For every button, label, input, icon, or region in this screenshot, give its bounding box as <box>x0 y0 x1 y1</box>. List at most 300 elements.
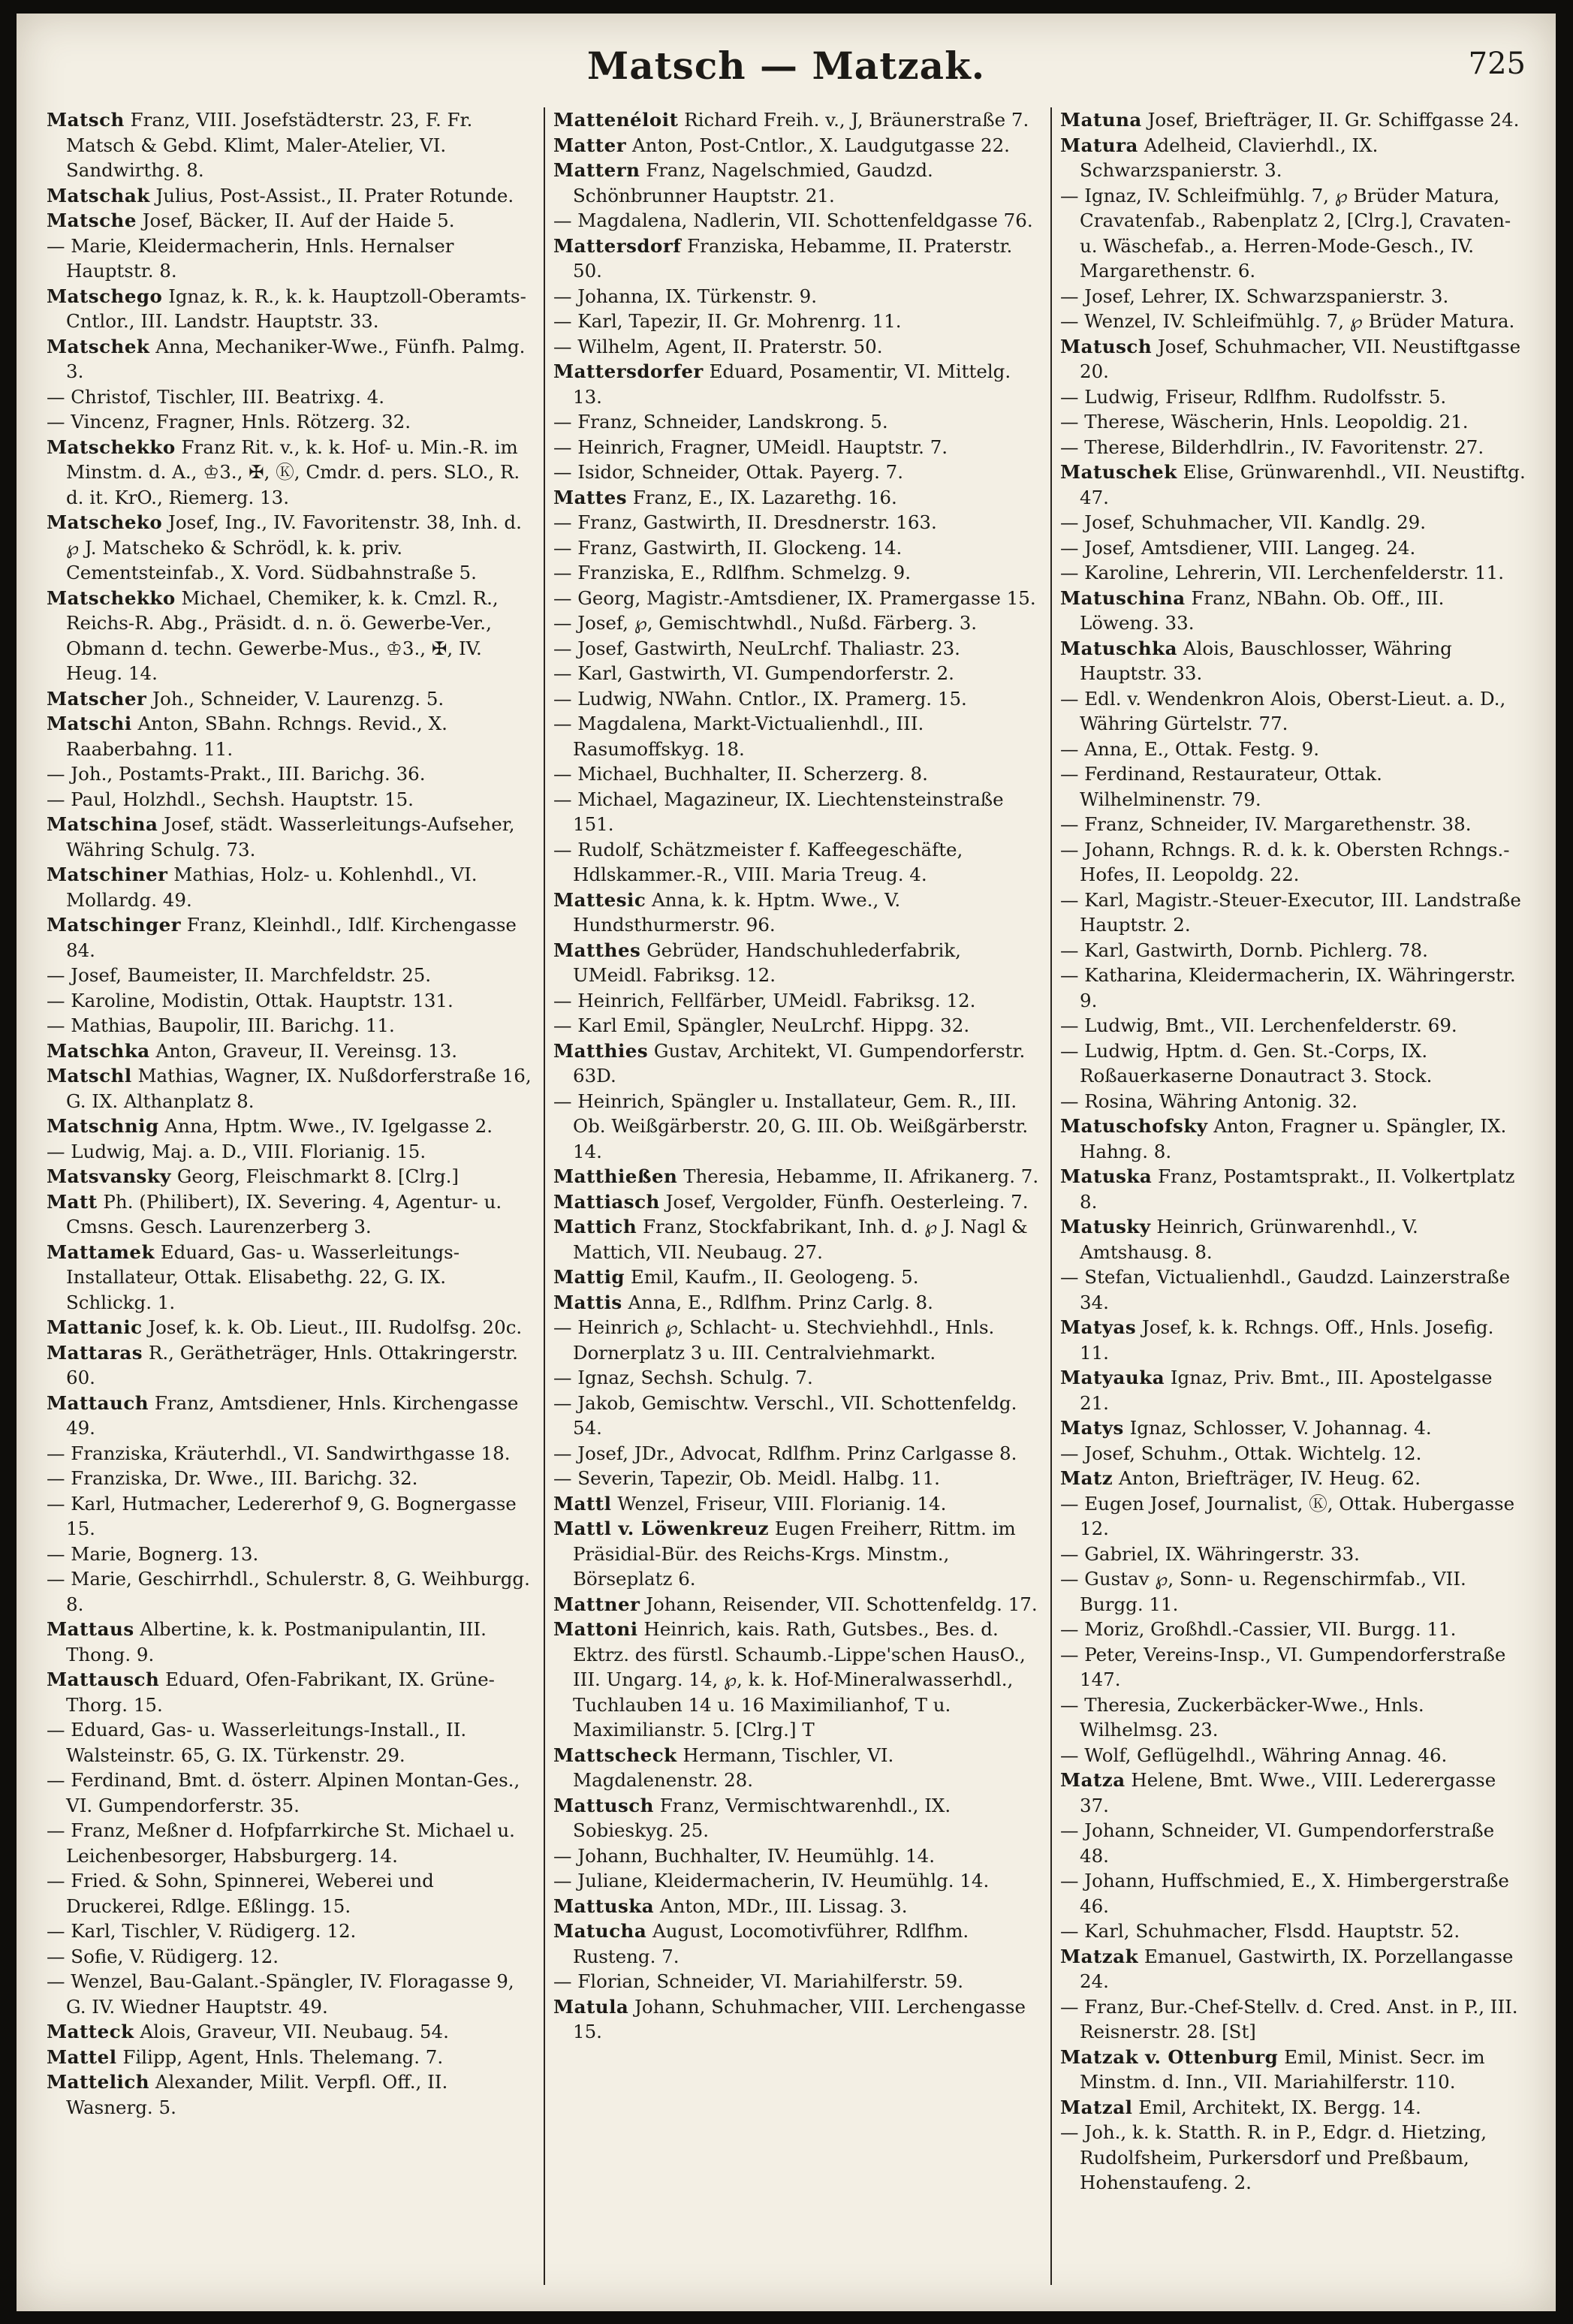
entry-text: — Florian, Schneider, VI. Mariahilferstr. 59. <box>553 1970 964 1992</box>
entry-text: Josef, Schuhmacher, VII. Neustiftgasse 20. <box>1080 335 1521 382</box>
directory-entry <box>47 1491 535 1542</box>
entry-text: — Franz, Gastwirth, II. Glockeng. 14. <box>553 536 903 559</box>
entry-text: — Ludwig, Maj. a. D., VIII. Florianig. 15. <box>47 1140 426 1162</box>
directory-entry <box>47 787 535 812</box>
directory-entry <box>553 1617 1041 1743</box>
entry-surname: Matuska <box>1060 1165 1153 1187</box>
entry-text: — Heinrich ℘, Schlacht- u. Stechviehhdl., Hnls. Dornerplatz 3 u. III. Centralviehmarkt. <box>553 1316 995 1364</box>
directory-entry <box>553 1592 1041 1617</box>
entry-text: Richard Freih. v., J, Bräunerstraße 7. <box>678 109 1029 131</box>
directory-entry <box>1060 560 1526 586</box>
entry-surname: Mattanic <box>47 1316 143 1338</box>
entry-surname: Mattern <box>553 159 640 181</box>
directory-entry <box>47 510 535 586</box>
entry-surname: Mattaras <box>47 1341 143 1364</box>
entry-text: — Mathias, Baupolir, III. Barichg. 11. <box>47 1014 395 1036</box>
entry-text: Wenzel, Friseur, VIII. Florianig. 14. <box>611 1492 947 1515</box>
entry-surname: Mattamek <box>47 1240 155 1263</box>
entry-text: Anna, k. k. Hptm. Wwe., V. Hundsthurmerstr. 96. <box>573 888 901 936</box>
entry-surname: Mattes <box>553 486 628 508</box>
directory-entry <box>553 761 1041 787</box>
entry-surname: Mattl <box>553 1492 612 1515</box>
directory-entry <box>1060 535 1526 561</box>
directory-entry <box>1060 1315 1526 1365</box>
directory-entry <box>1060 309 1526 334</box>
directory-entry <box>47 2045 535 2070</box>
entry-text: — Franz, Gastwirth, II. Dresdnerstr. 163. <box>553 511 937 533</box>
directory-entry <box>1060 460 1526 510</box>
entry-text: — Eduard, Gas- u. Wasserleitungs-Install., II. Walsteinstr. 65, G. IX. Türkenstr. 29. <box>47 1719 467 1766</box>
entry-text: Anton, MDr., III. Lissag. 3. <box>654 1894 908 1917</box>
directory-entry <box>47 1868 535 1919</box>
entry-surname: Matschi <box>47 713 132 734</box>
entry-text: Adelheid, Clavierhdl., IX. Schwarzspanierstr. 3. <box>1080 134 1379 181</box>
entry-surname: Matschekko <box>47 586 176 609</box>
directory-entry <box>1060 1264 1526 1315</box>
directory-entry <box>1060 1089 1526 1114</box>
entry-surname: Mattoni <box>553 1618 638 1640</box>
directory-entry <box>1060 888 1526 938</box>
entry-text: Alois, Bauschlosser, Währing Hauptstr. 33. <box>1080 637 1452 684</box>
entry-text: — Johann, Huffschmied, E., X. Himbergerstraße 46. <box>1060 1870 1509 1917</box>
directory-entry <box>553 435 1041 460</box>
directory-entry <box>553 586 1041 611</box>
entry-text: Emil, Architekt, IX. Bergg. 14. <box>1132 2096 1421 2118</box>
entry-text: — Michael, Magazineur, IX. Liechtensteinstraße 151. <box>553 788 1004 835</box>
entry-text: — Magdalena, Markt-Victualienhdl., III. Rasumoffskyg. 18. <box>553 713 924 760</box>
entry-text: Joh., Schneider, V. Laurenzg. 5. <box>146 687 444 710</box>
entry-surname: Matucha <box>553 1920 647 1942</box>
directory-entry <box>553 636 1041 662</box>
column-divider <box>1050 107 1052 2285</box>
directory-entry <box>553 560 1041 586</box>
entry-text: Franziska, Hebamme, II. Praterstr. 50. <box>573 234 1013 282</box>
directory-entry <box>553 409 1041 435</box>
entry-text: Mathias, Holz- u. Kohlenhdl., VI. Mollardg. 49. <box>66 864 478 911</box>
directory-entry <box>1060 334 1526 384</box>
entry-surname: Matsche <box>47 209 137 231</box>
entry-text: Theresia, Hebamme, II. Afrikanerg. 7. <box>677 1165 1039 1187</box>
directory-entry <box>47 284 535 334</box>
directory-entry <box>553 988 1041 1014</box>
directory-entry <box>47 1240 535 1316</box>
entry-text: — Marie, Kleidermacherin, Hnls. Hernalser Hauptstr. 8. <box>47 234 454 282</box>
entry-text: — Severin, Tapezir, Ob. Meidl. Halbg. 11. <box>553 1467 940 1489</box>
entry-text: — Ludwig, Bmt., VII. Lerchenfelderstr. 69. <box>1060 1014 1457 1036</box>
directory-entry <box>1060 1542 1526 1567</box>
entry-surname: Matzal <box>1060 2096 1133 2118</box>
directory-entry <box>553 234 1041 284</box>
directory-entry <box>47 208 535 234</box>
entry-text: Georg, Fleischmarkt 8. [Clrg.] <box>171 1165 459 1187</box>
entry-text: Heinrich, Grünwarenhdl., V. Amtshausg. 8. <box>1080 1216 1418 1263</box>
directory-entry <box>47 1617 535 1667</box>
directory-entry <box>1060 586 1526 636</box>
directory-entry <box>47 1466 535 1491</box>
entry-surname: Matschl <box>47 1065 132 1087</box>
entry-surname: Mattusch <box>553 1794 654 1816</box>
entry-text: — Juliane, Kleidermacherin, IV. Heumühlg. 14. <box>553 1870 990 1891</box>
directory-entry <box>553 1315 1041 1365</box>
entry-text: — Franziska, E., Rdlfhm. Schmelzg. 9. <box>553 562 911 583</box>
entry-text: — Michael, Buchhalter, II. Scherzerg. 8. <box>553 763 928 785</box>
directory-entry <box>47 686 535 712</box>
directory-entry <box>1060 1114 1526 1164</box>
directory-entry <box>1060 2095 1526 2121</box>
entry-surname: Matter <box>553 134 627 156</box>
directory-entry <box>47 1566 535 1617</box>
page-header <box>17 44 1556 104</box>
entry-surname: Mattig <box>553 1266 625 1288</box>
entry-text: Albertine, k. k. Postmanipulantin, III. Thong. 9. <box>66 1618 487 1665</box>
entry-text: — Wenzel, IV. Schleifmühlg. 7, ℘ Brüder Matura. <box>1060 310 1515 332</box>
entry-surname: Matt <box>47 1190 98 1213</box>
directory-entry <box>553 1516 1041 1592</box>
entry-surname: Matthießen <box>553 1165 678 1187</box>
entry-text: — Karoline, Lehrerin, VII. Lerchenfelderstr. 11. <box>1060 562 1505 583</box>
entry-text: Emanuel, Gastwirth, IX. Porzellangasse 24. <box>1080 1945 1514 1992</box>
entry-text: Franz, Nagelschmied, Gaudzd. Schönbrunner Hauptstr. 21. <box>573 159 933 206</box>
directory-entry <box>553 1466 1041 1491</box>
entry-text: — Josef, Baumeister, II. Marchfeldstr. 25. <box>47 964 432 986</box>
directory-entry <box>553 711 1041 761</box>
entry-text: Anton, Fragner u. Spängler, IX. Hahng. 8. <box>1080 1115 1507 1162</box>
directory-entry <box>47 409 535 435</box>
entry-text: Josef, Vergolder, Fünfh. Oesterleing. 7. <box>659 1190 1029 1213</box>
entry-text: Anton, Graveur, II. Vereinsg. 13. <box>149 1039 457 1062</box>
entry-text: Eduard, Gas- u. Wasserleitungs-Installateur, Ottak. Elisabethg. 22, G. IX. Schlickg. 1. <box>66 1240 460 1313</box>
entry-text: — Karl Emil, Spängler, NeuLrchf. Hippg. 32. <box>553 1014 970 1036</box>
entry-text: — Wolf, Geflügelhdl., Währing Annag. 46. <box>1060 1744 1448 1766</box>
directory-entry <box>47 963 535 988</box>
entry-text: — Paul, Holzhdl., Sechsh. Hauptstr. 15. <box>47 788 414 810</box>
entry-surname: Mattel <box>47 2045 117 2068</box>
entry-text: — Joh., k. k. Statth. R. in P., Edgr. d. Hietzing, Rudolfsheim, Purkersdorf und Preßbaum, Hohenstaufeng. 2. <box>1060 2121 1487 2193</box>
entry-surname: Mattis <box>553 1291 622 1313</box>
column-left <box>47 107 535 2285</box>
entry-text: Elise, Grünwarenhdl., VII. Neustiftg. 47. <box>1080 461 1526 508</box>
directory-entry <box>553 1491 1041 1517</box>
entry-text: — Isidor, Schneider, Ottak. Payerg. 7. <box>553 461 904 483</box>
entry-text: — Ludwig, NWahn. Cntlor., IX. Pramerg. 15. <box>553 687 967 710</box>
entry-text: Anton, Post-Cntlor., X. Laudgutgasse 22. <box>626 134 1010 156</box>
entry-text: Emil, Kaufm., II. Geologeng. 5. <box>625 1266 919 1288</box>
directory-entry <box>47 2019 535 2045</box>
directory-entry <box>1060 737 1526 762</box>
entry-surname: Mattiasch <box>553 1190 660 1213</box>
directory-entry <box>1060 1214 1526 1264</box>
entry-text: Anna, Mechaniker-Wwe., Fünfh. Palmg. 3. <box>66 335 526 382</box>
entry-text: — Katharina, Kleidermacherin, IX. Währingerstr. 9. <box>1060 964 1516 1011</box>
directory-entry <box>1060 183 1526 284</box>
directory-entry <box>47 711 535 761</box>
entry-text: — Karl, Magistr.-Steuer-Executor, III. Landstraße Hauptstr. 2. <box>1060 888 1521 936</box>
entry-text: — Georg, Magistr.-Amtsdiener, IX. Pramergasse 15. <box>553 586 1036 609</box>
directory-entry <box>553 1743 1041 1793</box>
entry-surname: Matschina <box>47 813 158 835</box>
entry-surname: Matys <box>1060 1417 1124 1439</box>
entry-text: — Marie, Geschirrhdl., Schulerstr. 8, G. Weihburgg. 8. <box>47 1568 530 1615</box>
entry-text: — Joh., Postamts-Prakt., III. Barichg. 36. <box>47 763 426 785</box>
entry-text: Franz Rit. v., k. k. Hof- u. Min.-R. im Minstm. d. A., ♔3., ✠, Ⓚ, Cmdr. d. pers. SLO., R. d. it. KrO., Riemerg. 13. <box>66 436 520 508</box>
directory-entry <box>553 107 1041 133</box>
directory-entry <box>553 158 1041 208</box>
directory-entry <box>553 1365 1041 1391</box>
entry-text: — Magdalena, Nadlerin, VII. Schottenfeldgasse 76. <box>553 209 1033 231</box>
directory-entry <box>553 610 1041 636</box>
directory-entry <box>1060 1642 1526 1693</box>
entry-surname: Matuschina <box>1060 586 1186 609</box>
entry-text: — Karl, Hutmacher, Ledererhof 9, G. Bognergasse 15. <box>47 1492 517 1539</box>
entry-text: Ignaz, Schlosser, V. Johannag. 4. <box>1123 1417 1432 1439</box>
entry-surname: Matschak <box>47 184 150 206</box>
entry-surname: Matza <box>1060 1769 1126 1791</box>
directory-entry <box>553 535 1041 561</box>
entry-text: — Anna, E., Ottak. Festg. 9. <box>1060 737 1319 760</box>
entry-surname: Mattaus <box>47 1618 134 1640</box>
entry-text: — Therese, Bilderhdlrin., IV. Favoritenstr. 27. <box>1060 436 1484 458</box>
directory-entry <box>47 183 535 209</box>
directory-entry <box>553 1189 1041 1215</box>
entry-text: Josef, Ing., IV. Favoritenstr. 38, Inh. d. ℘ J. Matscheko & Schrödl, k. k. priv. Cementsteinfab., X. Vord. Südbahnstraße 5. <box>66 511 522 583</box>
directory-entry <box>1060 1768 1526 1818</box>
entry-surname: Matsch <box>47 109 125 131</box>
directory-entry <box>553 837 1041 888</box>
entry-text: Franz, Postamtsprakt., II. Volkertplatz 8. <box>1080 1165 1515 1213</box>
directory-entry <box>47 1944 535 1970</box>
entry-text: Josef, k. k. Rchngs. Off., Hnls. Josefig. 11. <box>1080 1316 1494 1364</box>
directory-entry <box>553 1969 1041 1994</box>
directory-entry <box>553 510 1041 535</box>
entry-text: — Ludwig, Hptm. d. Gen. St.-Corps, IX. Roßauerkaserne Donautract 3. Stock. <box>1060 1039 1433 1087</box>
entry-text: — Rudolf, Schätzmeister f. Kaffeegeschäfte, Hdlskammer.-R., VIII. Maria Treug. 4. <box>553 838 963 885</box>
entry-surname: Matusky <box>1060 1216 1151 1237</box>
directory-entry <box>553 1038 1041 1089</box>
directory-entry <box>47 586 535 686</box>
entry-text: Johann, Schuhmacher, VIII. Lerchengasse 15. <box>573 1995 1026 2042</box>
entry-text: Mathias, Wagner, IX. Nußdorferstraße 16, G. IX. Althanplatz 8. <box>66 1065 532 1112</box>
entry-text: — Ferdinand, Bmt. d. österr. Alpinen Montan-Ges., VI. Gumpendorferstr. 35. <box>47 1769 520 1816</box>
entry-text: — Johanna, IX. Türkenstr. 9. <box>553 285 818 307</box>
entry-text: — Johann, Schneider, VI. Gumpendorferstraße 48. <box>1060 1819 1495 1867</box>
directory-entry <box>47 1038 535 1064</box>
entry-text: — Franz, Schneider, IV. Margarethenstr. 38. <box>1060 813 1472 835</box>
directory-entry <box>1060 1743 1526 1768</box>
entry-text: — Josef, Amtsdiener, VIII. Langeg. 24. <box>1060 536 1416 559</box>
entry-surname: Mattenéloit <box>553 109 679 131</box>
entry-text: Franz, Kleinhdl., Idlf. Kirchengasse 84. <box>66 914 517 961</box>
entry-text: Julius, Post-Assist., II. Prater Rotunde. <box>149 184 514 206</box>
entry-surname: Matschiner <box>47 864 168 885</box>
entry-text: Alois, Graveur, VII. Neubaug. 54. <box>134 2021 449 2042</box>
directory-entry <box>553 1391 1041 1441</box>
entry-surname: Matscher <box>47 687 147 710</box>
directory-entry <box>47 761 535 787</box>
entry-text: — Franz, Bur.-Chef-Stellv. d. Cred. Anst. in P., III. Reisnerstr. 28. [St] <box>1060 1995 1518 2042</box>
directory-entry <box>553 938 1041 988</box>
directory-entry <box>47 234 535 284</box>
directory-entry <box>553 1868 1041 1894</box>
entry-surname: Matschnig <box>47 1115 159 1137</box>
directory-entry <box>47 1340 535 1391</box>
entry-text: Ph. (Philibert), IX. Severing. 4, Agentur- u. Cmsns. Gesch. Laurenzerberg 3. <box>66 1190 502 1237</box>
directory-entry <box>1060 2120 1526 2196</box>
entry-text: — Heinrich, Fragner, UMeidl. Hauptstr. 7. <box>553 436 948 458</box>
entry-text: Hermann, Tischler, VI. Magdalenenstr. 28. <box>573 1744 894 1791</box>
entry-surname: Matuschofsky <box>1060 1115 1208 1137</box>
directory-entry <box>47 1818 535 1868</box>
entry-text: — Fried. & Sohn, Spinnerei, Weberei und Druckerei, Rdlge. Eßlingg. 15. <box>47 1870 434 1917</box>
entry-text: — Wilhelm, Agent, II. Praterstr. 50. <box>553 335 883 357</box>
entry-surname: Matusch <box>1060 335 1153 357</box>
entry-text: — Ignaz, IV. Schleifmühlg. 7, ℘ Brüder Matura, Cravatenfab., Rabenplatz 2, [Clrg.], Cravaten- u. Wäschefab., a. Herren-Mode-Gesch., IV. Margarethenstr. 6. <box>1060 184 1511 282</box>
entry-text: — Karoline, Modistin, Ottak. Hauptstr. 131. <box>47 989 454 1011</box>
entry-surname: Mattausch <box>47 1668 160 1690</box>
entry-text: — Heinrich, Spängler u. Installateur, Gem. R., III. Ob. Weißgärberstr. 20, G. III. Ob. Weißgärberstr. 14. <box>553 1090 1029 1162</box>
entry-text: Franz, VIII. Josefstädterstr. 23, F. Fr. Matsch & Gebd. Klimt, Maler-Atelier, VI. Sandwirthg. 8. <box>66 109 473 181</box>
directory-entry <box>1060 384 1526 410</box>
directory-entry <box>553 1214 1041 1264</box>
entry-text: Anna, E., Rdlfhm. Prinz Carlg. 8. <box>622 1291 933 1313</box>
directory-entry <box>47 912 535 963</box>
entry-surname: Mattersdorfer <box>553 360 704 382</box>
entry-text: Eduard, Posamentir, VI. Mittelg. 13. <box>573 360 1011 408</box>
directory-entry <box>1060 812 1526 837</box>
entry-text: — Gabriel, IX. Währingerstr. 33. <box>1060 1542 1360 1565</box>
directory-entry <box>47 1063 535 1114</box>
directory-entry <box>1060 510 1526 535</box>
entry-surname: Mattscheck <box>553 1744 677 1766</box>
entry-text: — Heinrich, Fellfärber, UMeidl. Fabriksg. 12. <box>553 989 976 1011</box>
entry-text: — Peter, Vereins-Insp., VI. Gumpendorferstraße 147. <box>1060 1643 1506 1690</box>
entry-text: Franz, E., IX. Lazarethg. 16. <box>627 486 897 508</box>
directory-entry <box>1060 1994 1526 2045</box>
entry-text: Franz, Amtsdiener, Hnls. Kirchengasse 49. <box>66 1391 519 1439</box>
directory-entry <box>1060 938 1526 963</box>
entry-text: — Theresia, Zuckerbäcker-Wwe., Hnls. Wilhelmsg. 23. <box>1060 1693 1424 1741</box>
directory-entry <box>553 1089 1041 1165</box>
directory-entry <box>1060 284 1526 309</box>
directory-entry <box>1060 686 1526 737</box>
entry-text: — Josef, JDr., Advocat, Rdlfhm. Prinz Carlgasse 8. <box>553 1442 1017 1464</box>
entry-text: — Rosina, Währing Antonig. 32. <box>1060 1090 1358 1112</box>
entry-text: — Josef, Schuhmacher, VII. Kandlg. 29. <box>1060 511 1427 533</box>
entry-text: — Karl, Gastwirth, VI. Gumpendorferstr. 2. <box>553 662 954 684</box>
directory-entry <box>47 988 535 1014</box>
directory-entry <box>1060 1441 1526 1466</box>
entry-text: — Josef, Schuhm., Ottak. Wichtelg. 12. <box>1060 1442 1422 1464</box>
entry-text: — Marie, Bognerg. 13. <box>47 1542 259 1565</box>
entry-surname: Mattauch <box>47 1391 149 1414</box>
entry-text: Michael, Chemiker, k. k. Cmzl. R., Reichs-R. Abg., Präsidt. d. n. ö. Gewerbe-Ver., Obmann d. techn. Gewerbe-Mus., ♔3., ✠, IV. Heug. 14. <box>66 586 499 684</box>
directory-entry <box>553 1843 1041 1869</box>
entry-surname: Mattelich <box>47 2071 150 2093</box>
directory-entry <box>47 435 535 511</box>
directory-entry <box>47 1919 535 1944</box>
directory-entry <box>553 334 1041 360</box>
entry-text: Franz, Stockfabrikant, Inh. d. ℘ J. Nagl & Mattich, VII. Neubaug. 27. <box>573 1216 1028 1263</box>
directory-entry <box>1060 1415 1526 1441</box>
entry-text: — Stefan, Victualienhdl., Gaudzd. Lainzerstraße 34. <box>1060 1266 1511 1313</box>
entry-text: — Christof, Tischler, III. Beatrixg. 4. <box>47 385 385 408</box>
directory-entry <box>553 284 1041 309</box>
entry-text: — Ludwig, Friseur, Rdlfhm. Rudolfsstr. 5. <box>1060 385 1447 408</box>
directory-entry <box>47 1189 535 1240</box>
entry-text: — Franziska, Kräuterhdl., VI. Sandwirthgasse 18. <box>47 1442 511 1464</box>
page-number: 725 <box>1468 47 1526 81</box>
entry-text: — Jakob, Gemischtw. Verschl., VII. Schottenfeldg. 54. <box>553 1391 1017 1439</box>
entry-text: Anna, Hptm. Wwe., IV. Igelgasse 2. <box>158 1115 493 1137</box>
entry-text: Ignaz, k. R., k. k. Hauptzoll-Oberamts-Cntlor., III. Landstr. Hauptstr. 33. <box>66 285 526 332</box>
directory-entry <box>47 384 535 410</box>
entry-text: — Josef, Gastwirth, NeuLrchf. Thaliastr. 23. <box>553 637 960 659</box>
directory-entry <box>1060 1491 1526 1542</box>
directory-entry <box>47 862 535 912</box>
entry-text: — Johann, Buchhalter, IV. Heumühlg. 14. <box>553 1844 935 1867</box>
directory-entry <box>1060 409 1526 435</box>
entry-text: Helene, Bmt. Wwe., VIII. Lederergasse 37. <box>1080 1769 1496 1816</box>
entry-text: — Edl. v. Wendenkron Alois, Oberst-Lieut. a. D., Währing Gürtelstr. 77. <box>1060 687 1506 734</box>
entry-surname: Matschka <box>47 1039 150 1062</box>
entry-text: — Gustav ℘, Sonn- u. Regenschirmfab., VII. Burgg. 11. <box>1060 1568 1466 1615</box>
directory-entry <box>553 1894 1041 1919</box>
entry-text: — Moriz, Großhdl.-Cassier, VII. Burgg. 11. <box>1060 1618 1457 1640</box>
directory-entry <box>553 1013 1041 1038</box>
entry-text: — Sofie, V. Rüdigerg. 12. <box>47 1945 279 1967</box>
directory-entry <box>1060 1868 1526 1919</box>
entry-surname: Matschekko <box>47 436 176 458</box>
entry-text: Eugen Freiherr, Rittm. im Präsidial-Bür. des Reichs-Krgs. Minstm., Börseplatz 6. <box>573 1518 1016 1590</box>
entry-text: — Karl, Schuhmacher, Flsdd. Hauptstr. 52. <box>1060 1920 1460 1942</box>
entry-text: Gustav, Architekt, VI. Gumpendorferstr. 63D. <box>573 1039 1026 1087</box>
entry-text: Ignaz, Priv. Bmt., III. Apostelgasse 21. <box>1080 1367 1493 1414</box>
directory-entry <box>47 107 535 183</box>
entry-text: August, Locomotivführer, Rdlfhm. Rusteng. 7. <box>573 1920 969 1967</box>
entry-surname: Mattner <box>553 1593 640 1615</box>
directory-entry <box>47 1717 535 1768</box>
entry-text: Franz, Vermischtwarenhdl., IX. Sobieskyg. 25. <box>573 1794 951 1841</box>
entry-surname: Mattesic <box>553 888 646 911</box>
running-title: Matsch — Matzak. <box>586 44 986 88</box>
directory-entry <box>47 334 535 384</box>
directory-page <box>17 14 1556 2311</box>
directory-entry <box>553 485 1041 511</box>
entry-surname: Matteck <box>47 2021 134 2042</box>
directory-entry <box>1060 435 1526 460</box>
directory-entry <box>553 686 1041 712</box>
directory-entry <box>1060 1466 1526 1491</box>
directory-entry <box>553 309 1041 334</box>
entry-surname: Matthes <box>553 939 641 961</box>
entry-text: — Karl, Tischler, V. Rüdigerg. 12. <box>47 1920 357 1942</box>
directory-columns <box>47 107 1526 2285</box>
entry-text: — Eugen Josef, Journalist, Ⓚ, Ottak. Hubergasse 12. <box>1060 1492 1515 1539</box>
entry-text: — Wenzel, Bau-Galant.-Spängler, IV. Floragasse 9, G. IV. Wiedner Hauptstr. 49. <box>47 1970 514 2018</box>
entry-text: Anton, SBahn. Rchngs. Revid., X. Raaberbahng. 11. <box>66 713 447 760</box>
directory-entry <box>553 359 1041 409</box>
directory-entry <box>1060 761 1526 812</box>
entry-surname: Matzak v. Ottenburg <box>1060 2045 1279 2068</box>
directory-entry <box>553 1919 1041 1969</box>
directory-entry <box>1060 1566 1526 1617</box>
directory-entry <box>1060 1617 1526 1642</box>
entry-text: Josef, Briefträger, II. Gr. Schiffgasse 24. <box>1141 109 1520 131</box>
directory-entry <box>47 1139 535 1165</box>
entry-text: — Josef, Lehrer, IX. Schwarzspanierstr. 3. <box>1060 285 1449 307</box>
entry-surname: Matschek <box>47 335 150 357</box>
entry-surname: Matuschka <box>1060 637 1177 659</box>
directory-entry <box>553 1994 1041 2045</box>
